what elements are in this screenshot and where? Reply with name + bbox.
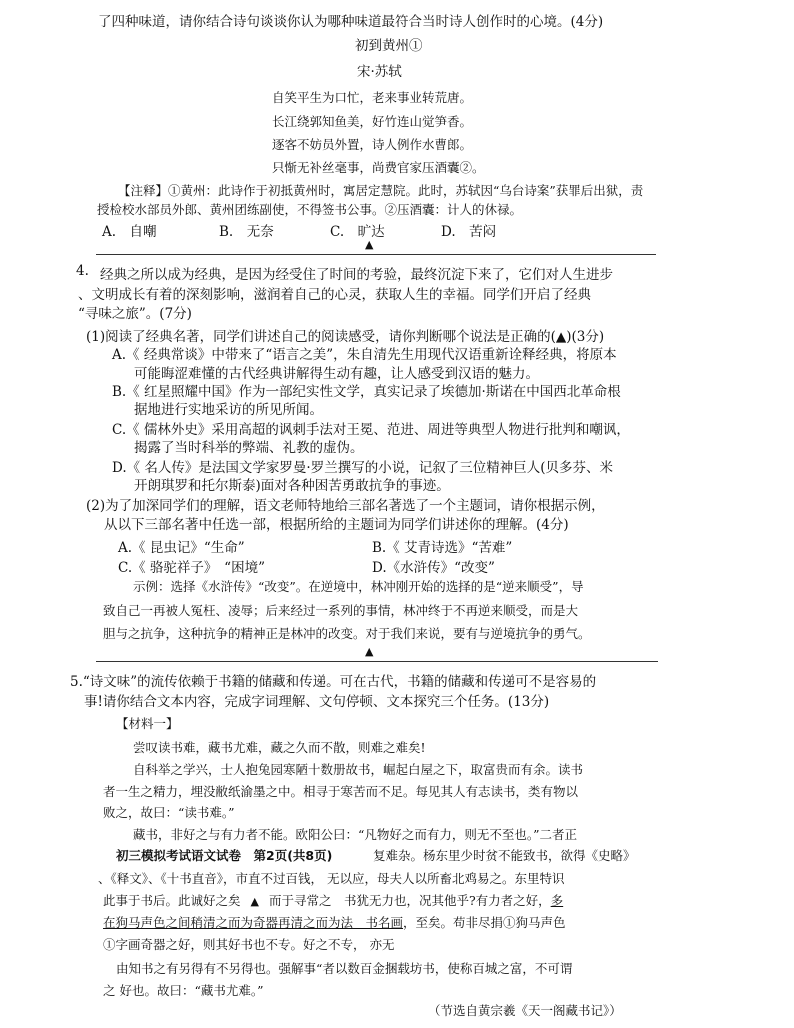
material-text: 而于寻常之 书犹无力也，况其他乎?有力者之好， — [268, 893, 551, 908]
material-line: 、《释文》、《十书直音》，市直不过百钱， 无以应，母夫人以所畜北鸡易之。东里特识 — [98, 871, 565, 886]
q4-sub1: (1)阅读了经典名著，同学们讲述自己的阅读感受，请你判断哪个说法是正确的(▲)(3分) — [86, 329, 605, 345]
q3-option-a: A. 自嘲 — [102, 224, 157, 240]
q4-example: 致自己一再被人冤枉、凌辱；后来经过一系列的事情，林冲终于不再逆来顺受，而是大 — [103, 603, 579, 618]
answer-mark: ▲ — [365, 645, 374, 658]
q4-example: 胆与之抗争，这种抗争的精神正是林冲的改变。对于我们来说，要有与逆境抗争的勇气。 — [103, 626, 591, 641]
q4-stem: 经典之所以成为经典，是因为经受住了时间的考验，最终沉淀下来了，它们对人生进步 — [100, 267, 613, 283]
material-line: 复难杂。杨东里少时贫不能致书，欲得《史略》 — [373, 848, 636, 863]
q3-option-c: C. 旷达 — [330, 224, 385, 240]
q3-intro: 了四种味道，请你结合诗句谈谈你认为哪种味道最符合当时诗人创作时的心境。(4分) — [98, 14, 604, 30]
material-line: 者一生之精力，埋没敝纸渝墨之中。相寻于寒苦而不足。每见其人有志读书，类有物以 — [103, 784, 579, 799]
q4-option-a: A.《 经典常谈》中带来了“语言之美”，朱自清先生用现代汉语重新诠释经典，将原本 — [112, 347, 617, 363]
material-line: 尝叹读书难，藏书尤难，藏之久而不散，则难之难矣! — [133, 740, 426, 755]
poem-note: 【注释】①黄州：此诗作于初抵黄州时，寓居定慧院。此时，苏轼因“乌台诗案”获罪后出狱，责 — [118, 183, 644, 198]
material-line — [103, 891, 563, 909]
answer-mark: ▲ — [365, 238, 374, 251]
material-line: 由知书之有另得有不另得也。强解事“者以数百金捆载坊书，使称百城之富，不可谓 — [116, 961, 573, 976]
q3-option-d: D. 苦闷 — [441, 224, 497, 240]
q4-stem: “寻味之旅”。(7分) — [78, 306, 192, 322]
underlined-text: 在狗马声色之间稍清之而为奇器再清之而为法 书名画 — [103, 915, 404, 930]
answer-mark: ▲ — [250, 895, 259, 908]
poem-line: 只惭无补丝毫事，尚费官家压酒囊②。 — [272, 160, 485, 175]
material-text: ，至矣。苟非尽捐①狗马声色 — [403, 915, 566, 930]
source-citation: （节选自黄宗羲《天一阁藏书记》） — [428, 1003, 622, 1018]
material-line: ①字画奇器之好，则其好书也不专。好之不专， 亦无 — [103, 937, 395, 952]
poem-line: 自笑平生为口忙，老来事业转荒唐。 — [272, 90, 473, 105]
q4-pair-c: C.《 骆驼祥子》 “困境” — [118, 560, 265, 576]
q4-pair-b: B.《 艾青诗选》“苦难” — [372, 540, 513, 556]
q4-example: 示例：选择《水浒传》“改变”。在逆境中，林冲刚开始的选择的是“逆来顺受”，导 — [133, 579, 584, 594]
q4-number: 4. — [76, 263, 89, 279]
q4-option-b-cont: 据地进行实地采访的所见所闻。 — [134, 402, 323, 418]
q3-option-b: B. 无奈 — [219, 224, 274, 240]
poem-line: 逐客不妨员外置，诗人例作水曹郎。 — [272, 137, 473, 152]
q5-stem: 5.“诗文味”的流传依赖于书籍的储藏和传递。可在古代，书籍的储藏和传递可不是容易的 — [70, 674, 597, 690]
material-line — [103, 913, 566, 931]
q5-stem: 事!请你结合文本内容，完成字词理解、文句停顿、文本探究三个任务。(13分) — [84, 694, 550, 710]
q4-stem: 、文明成长有着的深刻影响，滋润着自己的心灵，获取人生的幸福。同学们开启了经典 — [78, 287, 591, 303]
underlined-text: 多 — [550, 893, 564, 908]
material-text: 此事于书后。此诚好之矣 — [103, 893, 241, 908]
poem-author: 宋·苏轼 — [357, 64, 402, 80]
q4-sub2: 从以下三部名著中任选一部，根据所给的主题词为同学们讲述你的理解。(4分) — [104, 517, 569, 533]
poem-line: 长江绕郭知鱼美，好竹连山觉笋香。 — [272, 114, 473, 129]
material-line: 之 好也。故曰：“藏书尤难。” — [103, 983, 264, 998]
divider — [96, 254, 656, 255]
q4-sub2: (2)为了加深同学们的理解，语文老师特地给三部名著选了一个主题词，请你根据示例， — [86, 498, 605, 514]
q4-option-d-cont: 开朗琪罗和托尔斯泰)面对各种困苦勇敢抗争的事迹。 — [134, 478, 450, 494]
poem-title: 初到黄州① — [355, 38, 423, 54]
poem-note: 授检校水部员外郎、黄州团练副使，不得签书公事。②压酒囊：计人的休禄。 — [97, 202, 523, 217]
q4-option-a-cont: 可能晦涩难懂的古代经典讲解得生动有趣，让人感受到汉语的魅力。 — [134, 366, 539, 382]
divider — [96, 661, 658, 662]
material-line: 自科举之学兴，士人抱兔园寒陋十数册故书，崛起白屋之下，取富贵而有余。读书 — [133, 762, 584, 777]
q4-pair-a: A.《 昆虫记》“生命” — [118, 540, 245, 556]
material-line: 藏书，非好之与有力者不能。欧阳公曰：“凡物好之而有力，则无不至也。”二者正 — [133, 827, 578, 842]
q4-option-b: B.《 红星照耀中国》作为一部纪实性文学，真实记录了埃德加·斯诺在中国西北革命根 — [112, 384, 621, 400]
q4-option-c: C.《 儒林外史》采用高超的讽刺手法对王冕、范进、周进等典型人物进行批判和嘲讽， — [112, 422, 630, 438]
q4-option-c-cont: 揭露了当时科举的弊端、礼教的虚伪。 — [134, 440, 364, 456]
q4-option-d: D.《 名人传》是法国文学家罗曼·罗兰撰写的小说，记叙了三位精神巨人(贝多芬、米 — [112, 460, 613, 476]
material-line: 败之，故曰：“读书难。” — [103, 805, 235, 820]
page-footer: 初三模拟考试语文试卷 第2页(共8页) — [116, 848, 333, 863]
q4-pair-d: D.《水浒传》“改变” — [372, 560, 495, 576]
material-label: 【材料一】 — [116, 716, 179, 731]
